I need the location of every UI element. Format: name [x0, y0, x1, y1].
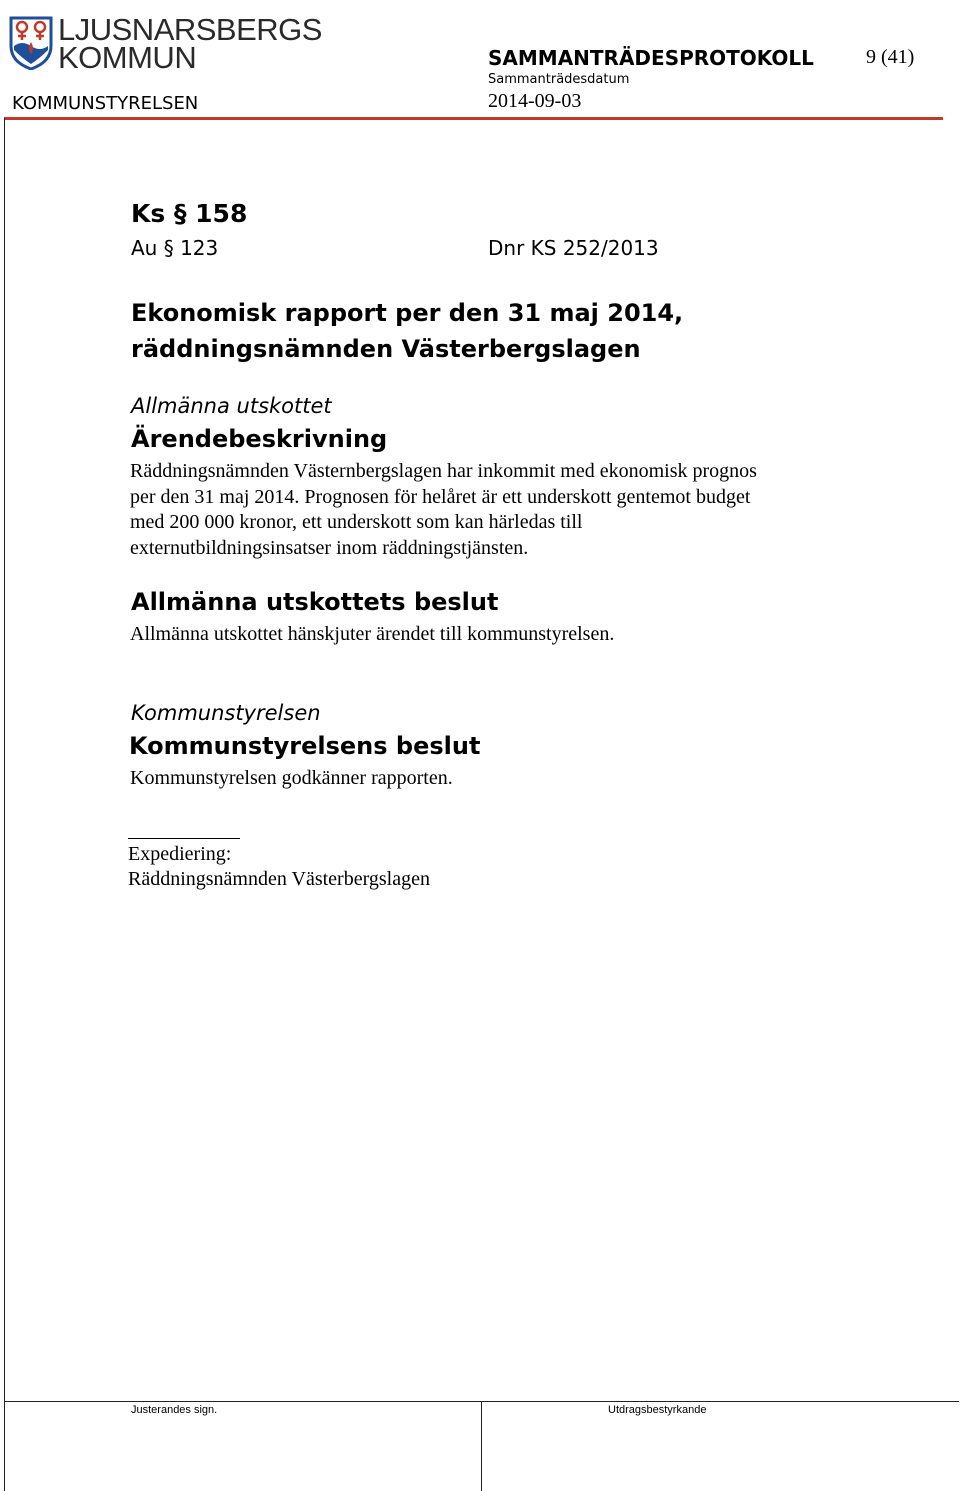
- ks-paragraph-number: Ks § 158: [131, 199, 248, 228]
- logo-text-line1: LJUSNARSBERGS: [58, 12, 322, 47]
- coat-of-arms-icon: [8, 16, 54, 70]
- description-line: externutbildningsinsatser inom räddningstjänsten.: [130, 536, 529, 559]
- meeting-date-label: Sammanträdesdatum: [488, 72, 630, 87]
- page-number: 9 (41): [866, 46, 915, 68]
- description-heading: Ärendebeskrivning: [131, 425, 388, 453]
- dispatch-label: Expediering:: [128, 843, 232, 865]
- department-name: KOMMUNSTYRELSEN: [12, 93, 199, 114]
- description-line: Räddningsnämnden Västernbergslagen har inkommit med ekonomisk prognos: [130, 460, 757, 482]
- au-paragraph-number: Au § 123: [131, 236, 219, 260]
- logo-text-line2: KOMMUN: [58, 40, 197, 75]
- ks-committee-label: Kommunstyrelsen: [131, 701, 321, 725]
- protocol-title: SAMMANTRÄDESPROTOKOLL: [488, 46, 814, 70]
- signature-label: Justerandes sign.: [131, 1404, 218, 1416]
- meeting-date: 2014-09-03: [488, 90, 582, 112]
- description-text: [130, 459, 757, 561]
- au-committee-label: Allmänna utskottet: [131, 394, 332, 418]
- diary-number: Dnr KS 252/2013: [488, 236, 659, 260]
- description-line: med 200 000 kronor, ett underskott som kan härledas till: [130, 511, 583, 533]
- au-decision-text: Allmänna utskottet hänskjuter ärendet till kommunstyrelsen.: [130, 623, 615, 645]
- dispatch-recipient: Räddningsnämnden Västerbergslagen: [128, 868, 430, 890]
- description-line: per den 31 maj 2014. Prognosen för helåret är ett underskott gentemot budget: [130, 485, 751, 508]
- case-title-line: räddningsnämnden Västerbergslagen: [131, 335, 641, 363]
- au-decision-heading: Allmänna utskottets beslut: [131, 588, 499, 616]
- case-title: [131, 295, 683, 367]
- header-divider: [4, 117, 943, 120]
- municipality-logo: [8, 12, 322, 75]
- footer-column-divider: [481, 1401, 482, 1491]
- left-margin-rule: [4, 118, 5, 1491]
- ks-decision-text: Kommunstyrelsen godkänner rapporten.: [130, 767, 453, 789]
- excerpt-certification-label: Utdragsbestyrkande: [608, 1404, 707, 1416]
- case-title-line: Ekonomisk rapport per den 31 maj 2014,: [131, 299, 684, 327]
- dispatch-separator: [128, 838, 240, 839]
- ks-decision-heading: Kommunstyrelsens beslut: [129, 732, 481, 760]
